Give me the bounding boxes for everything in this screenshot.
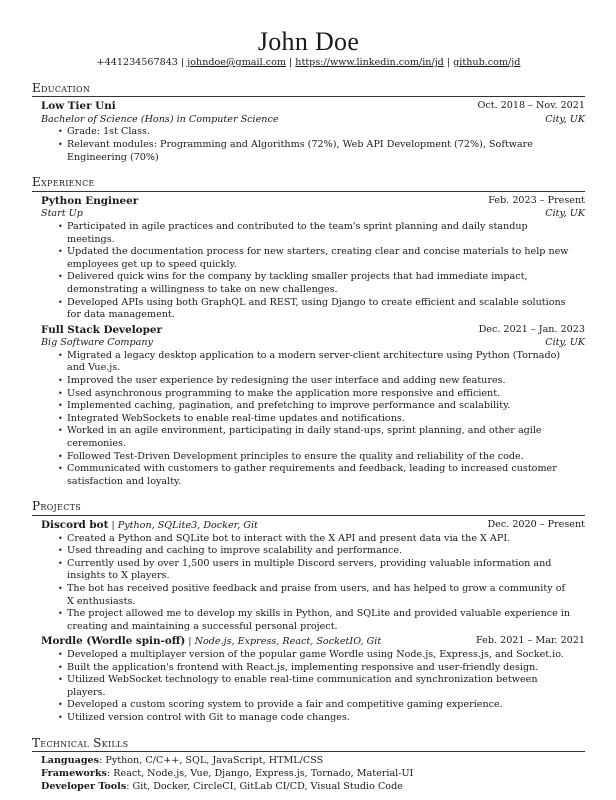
skill-row (41, 781, 585, 794)
entry-location: City, UK (545, 337, 585, 349)
entry-subtitle: Start Up (41, 208, 83, 220)
phone: +441234567843 (96, 57, 178, 68)
separator: | (185, 636, 195, 648)
entry (32, 195, 585, 322)
bullet-item: • Developed a multiplayer version of the popular game Wordle using Node.js, Express.js, and Socket.io. (67, 649, 585, 662)
entry (32, 100, 585, 164)
entry-header-row (41, 324, 585, 338)
entry (32, 324, 585, 489)
email-link[interactable]: johndoe@gmail.com (187, 57, 286, 68)
skills-section (32, 737, 585, 794)
bullet-item: • The bot has received positive feedback and praise from users, and has helped to grow a community of X enthusiasts. (67, 583, 585, 608)
bullet-item: • Implemented caching, pagination, and prefetching to improve performance and scalability. (67, 400, 585, 413)
skill-label: Frameworks (41, 767, 107, 779)
section-title: Technical Skills (32, 735, 129, 750)
section-divider (32, 515, 585, 516)
bullet-item: • Integrated WebSockets to enable real-time updates and notifications. (67, 413, 585, 426)
skill-value: Git, Docker, CircleCI, GitLab CI/CD, Visual Studio Code (132, 780, 403, 792)
section-title: Experience (32, 175, 95, 190)
entry-location: City, UK (545, 208, 585, 220)
entry-heading (41, 195, 138, 209)
section-title: Education (32, 80, 91, 95)
bullet-item: • Communicated with customers to gather requirements and feedback, leading to increased customer satisfaction and loyalty. (67, 463, 585, 488)
entry (32, 635, 585, 724)
separator: | (443, 57, 454, 68)
bullet-item: • Participated in agile practices and contributed to the team's sprint planning and daily standup meetings. (67, 221, 585, 246)
bullet-item: • Improved the user experience by redesigning the user interface and adding new features. (67, 375, 585, 388)
entry-date: Feb. 2023 – Present (488, 194, 585, 206)
bullet-item: • Followed Test-Driven Development principles to ensure the quality and reliability of the code. (67, 451, 585, 464)
entry-title: Full Stack Developer (41, 323, 162, 336)
entry-subtitle: Big Software Company (41, 337, 153, 349)
github-link[interactable]: github.com/jd (453, 57, 521, 68)
bullet-item: • Developed a custom scoring system to provide a fair and competitive gaming experience. (67, 699, 585, 712)
entry-subtitle-row (41, 208, 585, 221)
entry-location: City, UK (545, 113, 585, 125)
bullet-item: • Used threading and caching to improve scalability and performance. (67, 545, 585, 558)
entry-title: Discord bot (41, 519, 109, 531)
bullet-item: • Delivered quick wins for the company by tackling smaller projects that had immediate impact, demonstrating a willingness to take on new challenges. (67, 271, 585, 296)
colon: : (126, 780, 133, 792)
bullet-item: • Created a Python and SQLite bot to interact with the X API and present data via the X API. (67, 533, 585, 546)
entry-date: Dec. 2021 – Jan. 2023 (478, 323, 585, 335)
experience-section (32, 176, 585, 488)
linkedin-link[interactable]: https://www.linkedin.com/in/jd (295, 57, 444, 68)
entry-header-row (41, 195, 585, 209)
bullet-item: • Worked in an agile environment, participating in daily stand-ups, sprint planning, and other agile ceremonies. (67, 425, 585, 450)
entry-date: Dec. 2020 – Present (487, 519, 585, 530)
separator: | (177, 57, 188, 68)
entry-subtitle-row (41, 114, 585, 127)
projects-section (32, 500, 585, 724)
bullet-list (41, 126, 585, 164)
bullet-item: • Updated the documentation process for new starters, creating clear and concise materials to help new employees get up to speed quickly. (67, 246, 585, 271)
skill-label: Languages (41, 755, 100, 767)
skill-row (41, 768, 585, 781)
separator: | (108, 520, 118, 531)
entry-title: Mordle (Wordle spin-off) (41, 635, 186, 648)
entry-heading (41, 519, 258, 533)
bullet-list (41, 649, 585, 725)
entry-heading (41, 100, 116, 114)
entry (32, 519, 585, 633)
skill-row (41, 755, 585, 768)
entry-date: Feb. 2021 – Mar. 2021 (476, 635, 585, 647)
contact-line (32, 57, 585, 70)
entry-subtitle-row (41, 337, 585, 350)
section-title: Projects (32, 499, 82, 514)
entry-title: Low Tier Uni (41, 100, 116, 113)
section-divider (32, 191, 585, 192)
bullet-item: • Utilized version control with Git to manage code changes. (67, 712, 585, 725)
entry-header-row (41, 519, 585, 533)
education-section (32, 82, 585, 165)
entry-date: Oct. 2018 – Nov. 2021 (477, 100, 585, 112)
entry-header-row (41, 100, 585, 114)
bullet-item: • Built the application's frontend with React.js, implementing responsive and user-friendly design. (67, 662, 585, 675)
bullet-item: • Developed APIs using both GraphQL and REST, using Django to create efficient and scalable solutions for data management. (67, 297, 585, 322)
entry-heading (41, 635, 381, 649)
section-divider (32, 751, 585, 752)
skill-label: Developer Tools (41, 780, 127, 792)
tech-stack: Python, SQLite3, Docker, Git (117, 520, 258, 531)
separator: | (285, 57, 296, 68)
colon: : (106, 767, 114, 779)
tech-stack: Node.js, Express, React, SocketIO, Git (194, 636, 382, 648)
entry-header-row (41, 635, 585, 649)
candidate-name: John Doe (257, 27, 360, 56)
bullet-list (41, 221, 585, 322)
entry-subtitle: Bachelor of Science (Hons) in Computer Science (41, 113, 279, 125)
skill-value: Python, C/C++, SQL, JavaScript, HTML/CSS (105, 755, 324, 767)
bullet-item: • The project allowed me to develop my skills in Python, and SQLite and provided valuable experience in creating and maintaining a successful personal project. (67, 608, 585, 633)
entry-heading (41, 324, 162, 338)
entry-title: Python Engineer (41, 194, 139, 207)
bullet-list (41, 533, 585, 634)
bullet-item: • Migrated a legacy desktop application to a modern server-client architecture using Python (Tornado) and Vue.js. (67, 350, 585, 375)
bullet-item: • Utilized WebSocket technology to enable real-time communication and synchronization between players. (67, 674, 585, 699)
section-divider (32, 96, 585, 97)
bullet-item: • Used asynchronous programming to make the application more responsive and efficient. (67, 388, 585, 401)
bullet-item: • Currently used by over 1,500 users in multiple Discord servers, providing valuable information and insights to X players. (67, 558, 585, 583)
colon: : (99, 755, 106, 767)
skill-value: React, Node.js, Vue, Django, Express.js, Tornado, Material-UI (113, 767, 414, 779)
bullet-item: • Relevant modules: Programming and Algorithms (72%), Web API Development (72%), Software Engineering (70%) (67, 139, 585, 164)
bullet-list (41, 350, 585, 489)
bullet-item: • Grade: 1st Class. (67, 126, 585, 139)
